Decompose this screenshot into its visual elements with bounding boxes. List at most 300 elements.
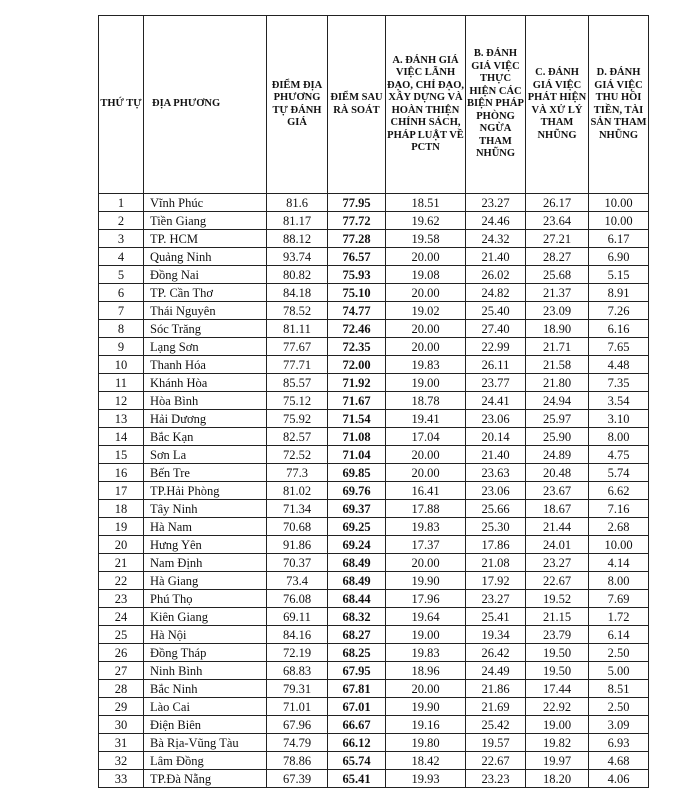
table-row (99, 212, 649, 230)
header-criterion-b: B. ĐÁNH GIÁ VIỆC THỰC HIỆN CÁC BIỆN PHÁP PHÒNG NGỪA THAM NHŨNG (466, 16, 526, 194)
cell-locality: Phú Thọ (144, 590, 267, 608)
cell-reviewed-score: 72.00 (328, 356, 386, 374)
cell-criterion-b: 26.11 (466, 356, 526, 374)
cell-reviewed-score: 71.04 (328, 446, 386, 464)
cell-criterion-c: 18.90 (526, 320, 589, 338)
cell-stt: 22 (99, 572, 144, 590)
cell-criterion-b: 25.30 (466, 518, 526, 536)
cell-self-score: 84.16 (267, 626, 328, 644)
cell-reviewed-score: 76.57 (328, 248, 386, 266)
cell-criterion-a: 19.16 (386, 716, 466, 734)
cell-reviewed-score: 69.24 (328, 536, 386, 554)
cell-reviewed-score: 68.32 (328, 608, 386, 626)
cell-reviewed-score: 77.72 (328, 212, 386, 230)
cell-stt: 30 (99, 716, 144, 734)
cell-locality: Hà Nam (144, 518, 267, 536)
cell-locality: Hưng Yên (144, 536, 267, 554)
cell-criterion-a: 20.00 (386, 248, 466, 266)
cell-locality: Hà Nội (144, 626, 267, 644)
cell-self-score: 75.12 (267, 392, 328, 410)
cell-criterion-d: 3.54 (589, 392, 649, 410)
cell-self-score: 69.11 (267, 608, 328, 626)
cell-self-score: 81.6 (267, 194, 328, 212)
cell-criterion-c: 18.67 (526, 500, 589, 518)
cell-criterion-a: 19.83 (386, 644, 466, 662)
cell-criterion-b: 23.27 (466, 194, 526, 212)
cell-criterion-c: 24.89 (526, 446, 589, 464)
cell-reviewed-score: 77.95 (328, 194, 386, 212)
cell-locality: Bắc Ninh (144, 680, 267, 698)
cell-criterion-d: 8.51 (589, 680, 649, 698)
cell-self-score: 82.57 (267, 428, 328, 446)
cell-reviewed-score: 66.12 (328, 734, 386, 752)
cell-self-score: 74.79 (267, 734, 328, 752)
cell-criterion-c: 19.82 (526, 734, 589, 752)
cell-stt: 23 (99, 590, 144, 608)
cell-stt: 14 (99, 428, 144, 446)
cell-locality: Quảng Ninh (144, 248, 267, 266)
cell-criterion-b: 24.49 (466, 662, 526, 680)
cell-criterion-a: 18.96 (386, 662, 466, 680)
cell-criterion-b: 24.41 (466, 392, 526, 410)
table-row (99, 356, 649, 374)
cell-criterion-a: 19.80 (386, 734, 466, 752)
cell-locality: Kiên Giang (144, 608, 267, 626)
cell-criterion-c: 22.67 (526, 572, 589, 590)
cell-criterion-c: 23.79 (526, 626, 589, 644)
cell-criterion-b: 22.67 (466, 752, 526, 770)
cell-criterion-a: 17.04 (386, 428, 466, 446)
cell-criterion-d: 2.50 (589, 698, 649, 716)
cell-criterion-d: 1.72 (589, 608, 649, 626)
cell-stt: 1 (99, 194, 144, 212)
cell-stt: 20 (99, 536, 144, 554)
cell-criterion-a: 18.78 (386, 392, 466, 410)
cell-criterion-d: 4.68 (589, 752, 649, 770)
cell-criterion-a: 19.62 (386, 212, 466, 230)
cell-criterion-c: 21.58 (526, 356, 589, 374)
cell-locality: Lâm Đồng (144, 752, 267, 770)
cell-stt: 26 (99, 644, 144, 662)
cell-locality: Hải Dương (144, 410, 267, 428)
cell-criterion-d: 8.00 (589, 572, 649, 590)
cell-criterion-d: 5.74 (589, 464, 649, 482)
cell-criterion-d: 7.16 (589, 500, 649, 518)
cell-criterion-c: 27.21 (526, 230, 589, 248)
cell-reviewed-score: 75.93 (328, 266, 386, 284)
cell-criterion-a: 19.90 (386, 572, 466, 590)
cell-criterion-b: 23.77 (466, 374, 526, 392)
cell-criterion-c: 24.94 (526, 392, 589, 410)
cell-reviewed-score: 71.54 (328, 410, 386, 428)
cell-criterion-a: 18.42 (386, 752, 466, 770)
cell-stt: 7 (99, 302, 144, 320)
cell-stt: 32 (99, 752, 144, 770)
cell-stt: 28 (99, 680, 144, 698)
header-criterion-a: A. ĐÁNH GIÁ VIỆC LÃNH ĐẠO, CHỈ ĐẠO, XÂY DỰNG VÀ HOÀN THIỆN CHÍNH SÁCH, PHÁP LUẬT VỀ PCTN (386, 16, 466, 194)
cell-criterion-d: 6.62 (589, 482, 649, 500)
cell-criterion-d: 2.68 (589, 518, 649, 536)
header-row (99, 16, 649, 194)
cell-reviewed-score: 69.37 (328, 500, 386, 518)
cell-stt: 15 (99, 446, 144, 464)
cell-reviewed-score: 65.74 (328, 752, 386, 770)
cell-criterion-c: 18.20 (526, 770, 589, 788)
table-row (99, 662, 649, 680)
cell-criterion-a: 17.37 (386, 536, 466, 554)
cell-criterion-b: 26.02 (466, 266, 526, 284)
cell-stt: 8 (99, 320, 144, 338)
cell-self-score: 75.92 (267, 410, 328, 428)
cell-self-score: 77.67 (267, 338, 328, 356)
table-row (99, 500, 649, 518)
table-row (99, 464, 649, 482)
cell-self-score: 93.74 (267, 248, 328, 266)
cell-stt: 27 (99, 662, 144, 680)
table-row (99, 680, 649, 698)
cell-reviewed-score: 71.08 (328, 428, 386, 446)
cell-criterion-a: 19.41 (386, 410, 466, 428)
cell-self-score: 70.37 (267, 554, 328, 572)
cell-criterion-a: 20.00 (386, 554, 466, 572)
cell-criterion-a: 19.00 (386, 374, 466, 392)
cell-locality: Bến Tre (144, 464, 267, 482)
cell-stt: 10 (99, 356, 144, 374)
cell-criterion-a: 19.64 (386, 608, 466, 626)
cell-locality: TP. HCM (144, 230, 267, 248)
cell-reviewed-score: 67.81 (328, 680, 386, 698)
cell-criterion-d: 4.06 (589, 770, 649, 788)
cell-reviewed-score: 68.27 (328, 626, 386, 644)
table-row (99, 284, 649, 302)
cell-stt: 18 (99, 500, 144, 518)
cell-criterion-d: 10.00 (589, 212, 649, 230)
cell-criterion-c: 19.50 (526, 644, 589, 662)
cell-criterion-b: 23.06 (466, 482, 526, 500)
cell-reviewed-score: 72.35 (328, 338, 386, 356)
table-row (99, 554, 649, 572)
cell-locality: Sơn La (144, 446, 267, 464)
table-row (99, 302, 649, 320)
cell-stt: 11 (99, 374, 144, 392)
cell-criterion-a: 19.02 (386, 302, 466, 320)
cell-locality: Bắc Kạn (144, 428, 267, 446)
cell-stt: 16 (99, 464, 144, 482)
table-row (99, 716, 649, 734)
cell-reviewed-score: 67.95 (328, 662, 386, 680)
cell-stt: 17 (99, 482, 144, 500)
cell-criterion-b: 21.08 (466, 554, 526, 572)
table-body (99, 194, 649, 788)
cell-self-score: 71.34 (267, 500, 328, 518)
cell-reviewed-score: 74.77 (328, 302, 386, 320)
table-row (99, 194, 649, 212)
cell-criterion-c: 22.92 (526, 698, 589, 716)
cell-criterion-b: 24.32 (466, 230, 526, 248)
header-self-score: ĐIỂM ĐỊA PHƯƠNG TỰ ĐÁNH GIÁ (267, 16, 328, 194)
cell-criterion-c: 21.15 (526, 608, 589, 626)
cell-criterion-d: 7.26 (589, 302, 649, 320)
cell-criterion-b: 23.63 (466, 464, 526, 482)
cell-criterion-a: 19.00 (386, 626, 466, 644)
table-row (99, 770, 649, 788)
table-row (99, 518, 649, 536)
cell-criterion-c: 19.52 (526, 590, 589, 608)
cell-reviewed-score: 65.41 (328, 770, 386, 788)
cell-reviewed-score: 68.25 (328, 644, 386, 662)
cell-stt: 33 (99, 770, 144, 788)
cell-criterion-d: 10.00 (589, 194, 649, 212)
cell-criterion-a: 19.90 (386, 698, 466, 716)
cell-criterion-c: 21.37 (526, 284, 589, 302)
table-row (99, 698, 649, 716)
cell-criterion-a: 20.00 (386, 464, 466, 482)
cell-criterion-d: 4.48 (589, 356, 649, 374)
cell-criterion-a: 18.51 (386, 194, 466, 212)
cell-locality: TP. Cần Thơ (144, 284, 267, 302)
cell-criterion-c: 23.27 (526, 554, 589, 572)
cell-self-score: 79.31 (267, 680, 328, 698)
cell-locality: TP.Hải Phòng (144, 482, 267, 500)
cell-locality: Tây Ninh (144, 500, 267, 518)
cell-criterion-c: 24.01 (526, 536, 589, 554)
cell-stt: 4 (99, 248, 144, 266)
cell-stt: 9 (99, 338, 144, 356)
cell-locality: Hòa Bình (144, 392, 267, 410)
table-row (99, 536, 649, 554)
table-row (99, 428, 649, 446)
cell-reviewed-score: 66.67 (328, 716, 386, 734)
table-row (99, 482, 649, 500)
cell-criterion-d: 5.00 (589, 662, 649, 680)
cell-locality: Thanh Hóa (144, 356, 267, 374)
cell-criterion-c: 19.50 (526, 662, 589, 680)
cell-criterion-c: 23.64 (526, 212, 589, 230)
cell-self-score: 81.02 (267, 482, 328, 500)
table-row (99, 734, 649, 752)
cell-criterion-c: 19.97 (526, 752, 589, 770)
cell-locality: Khánh Hòa (144, 374, 267, 392)
cell-locality: Điện Biên (144, 716, 267, 734)
cell-criterion-a: 16.41 (386, 482, 466, 500)
cell-locality: Hà Giang (144, 572, 267, 590)
cell-criterion-d: 7.65 (589, 338, 649, 356)
document (98, 15, 649, 788)
cell-criterion-b: 17.86 (466, 536, 526, 554)
cell-criterion-a: 19.83 (386, 518, 466, 536)
header-reviewed-score: ĐIỂM SAU RÀ SOÁT (328, 16, 386, 194)
table-row (99, 572, 649, 590)
cell-criterion-d: 6.90 (589, 248, 649, 266)
cell-criterion-b: 23.27 (466, 590, 526, 608)
ranking-table (98, 15, 649, 788)
cell-locality: Bà Rịa-Vũng Tàu (144, 734, 267, 752)
cell-self-score: 76.08 (267, 590, 328, 608)
cell-criterion-d: 6.93 (589, 734, 649, 752)
cell-criterion-c: 26.17 (526, 194, 589, 212)
cell-criterion-d: 6.16 (589, 320, 649, 338)
cell-self-score: 70.68 (267, 518, 328, 536)
cell-criterion-b: 23.06 (466, 410, 526, 428)
cell-reviewed-score: 72.46 (328, 320, 386, 338)
cell-reviewed-score: 68.49 (328, 572, 386, 590)
cell-criterion-d: 2.50 (589, 644, 649, 662)
cell-locality: Lạng Sơn (144, 338, 267, 356)
cell-criterion-c: 21.44 (526, 518, 589, 536)
cell-criterion-b: 25.40 (466, 302, 526, 320)
table-row (99, 320, 649, 338)
cell-criterion-b: 17.92 (466, 572, 526, 590)
cell-stt: 31 (99, 734, 144, 752)
cell-criterion-b: 26.42 (466, 644, 526, 662)
cell-reviewed-score: 69.76 (328, 482, 386, 500)
cell-stt: 12 (99, 392, 144, 410)
cell-criterion-d: 4.75 (589, 446, 649, 464)
cell-criterion-a: 19.58 (386, 230, 466, 248)
cell-locality: Nam Định (144, 554, 267, 572)
table-row (99, 374, 649, 392)
cell-locality: Lào Cai (144, 698, 267, 716)
cell-locality: TP.Đà Nẵng (144, 770, 267, 788)
cell-criterion-b: 21.69 (466, 698, 526, 716)
cell-stt: 25 (99, 626, 144, 644)
cell-locality: Vĩnh Phúc (144, 194, 267, 212)
cell-reviewed-score: 71.92 (328, 374, 386, 392)
cell-criterion-a: 17.96 (386, 590, 466, 608)
table-row (99, 752, 649, 770)
cell-criterion-c: 17.44 (526, 680, 589, 698)
cell-locality: Ninh Bình (144, 662, 267, 680)
cell-criterion-d: 6.14 (589, 626, 649, 644)
table-row (99, 410, 649, 428)
table-row (99, 338, 649, 356)
cell-criterion-b: 25.41 (466, 608, 526, 626)
cell-locality: Thái Nguyên (144, 302, 267, 320)
cell-self-score: 84.18 (267, 284, 328, 302)
cell-self-score: 67.96 (267, 716, 328, 734)
cell-criterion-b: 20.14 (466, 428, 526, 446)
cell-stt: 2 (99, 212, 144, 230)
cell-criterion-d: 3.09 (589, 716, 649, 734)
cell-stt: 13 (99, 410, 144, 428)
cell-criterion-c: 25.90 (526, 428, 589, 446)
cell-criterion-c: 21.80 (526, 374, 589, 392)
cell-criterion-c: 23.09 (526, 302, 589, 320)
cell-reviewed-score: 71.67 (328, 392, 386, 410)
cell-stt: 6 (99, 284, 144, 302)
cell-self-score: 80.82 (267, 266, 328, 284)
table-row (99, 248, 649, 266)
cell-criterion-c: 20.48 (526, 464, 589, 482)
cell-reviewed-score: 67.01 (328, 698, 386, 716)
header-criterion-d: D. ĐÁNH GIÁ VIỆC THU HỒI TIỀN, TÀI SẢN THAM NHŨNG (589, 16, 649, 194)
table-row (99, 644, 649, 662)
cell-criterion-b: 24.46 (466, 212, 526, 230)
cell-criterion-b: 27.40 (466, 320, 526, 338)
cell-reviewed-score: 68.49 (328, 554, 386, 572)
cell-criterion-b: 22.99 (466, 338, 526, 356)
cell-criterion-c: 25.68 (526, 266, 589, 284)
table-row (99, 392, 649, 410)
cell-criterion-a: 19.93 (386, 770, 466, 788)
cell-criterion-a: 20.00 (386, 320, 466, 338)
cell-criterion-b: 23.23 (466, 770, 526, 788)
cell-self-score: 68.83 (267, 662, 328, 680)
cell-criterion-d: 3.10 (589, 410, 649, 428)
cell-criterion-a: 20.00 (386, 446, 466, 464)
cell-criterion-a: 19.83 (386, 356, 466, 374)
cell-reviewed-score: 68.44 (328, 590, 386, 608)
cell-criterion-d: 10.00 (589, 536, 649, 554)
cell-stt: 19 (99, 518, 144, 536)
cell-criterion-c: 21.71 (526, 338, 589, 356)
cell-criterion-d: 8.00 (589, 428, 649, 446)
cell-stt: 29 (99, 698, 144, 716)
cell-stt: 24 (99, 608, 144, 626)
cell-locality: Sóc Trăng (144, 320, 267, 338)
cell-self-score: 85.57 (267, 374, 328, 392)
cell-criterion-c: 19.00 (526, 716, 589, 734)
cell-stt: 3 (99, 230, 144, 248)
cell-criterion-d: 7.35 (589, 374, 649, 392)
header-locality: ĐỊA PHƯƠNG (144, 16, 267, 194)
header-criterion-c: C. ĐÁNH GIÁ VIỆC PHÁT HIỆN VÀ XỬ LÝ THAM NHŨNG (526, 16, 589, 194)
cell-criterion-b: 25.66 (466, 500, 526, 518)
cell-self-score: 78.86 (267, 752, 328, 770)
cell-reviewed-score: 69.85 (328, 464, 386, 482)
cell-locality: Đồng Nai (144, 266, 267, 284)
cell-criterion-b: 21.40 (466, 248, 526, 266)
cell-criterion-a: 19.08 (386, 266, 466, 284)
cell-self-score: 67.39 (267, 770, 328, 788)
cell-criterion-c: 28.27 (526, 248, 589, 266)
cell-self-score: 73.4 (267, 572, 328, 590)
cell-criterion-c: 25.97 (526, 410, 589, 428)
cell-criterion-b: 25.42 (466, 716, 526, 734)
cell-self-score: 71.01 (267, 698, 328, 716)
cell-criterion-d: 8.91 (589, 284, 649, 302)
cell-reviewed-score: 77.28 (328, 230, 386, 248)
cell-self-score: 81.11 (267, 320, 328, 338)
header-stt: THỨ TỰ (99, 16, 144, 194)
cell-criterion-a: 20.00 (386, 284, 466, 302)
cell-criterion-a: 20.00 (386, 338, 466, 356)
cell-locality: Đồng Tháp (144, 644, 267, 662)
cell-criterion-d: 7.69 (589, 590, 649, 608)
cell-criterion-a: 20.00 (386, 680, 466, 698)
cell-criterion-b: 19.57 (466, 734, 526, 752)
cell-criterion-b: 19.34 (466, 626, 526, 644)
cell-self-score: 77.71 (267, 356, 328, 374)
cell-self-score: 81.17 (267, 212, 328, 230)
cell-stt: 5 (99, 266, 144, 284)
cell-criterion-a: 17.88 (386, 500, 466, 518)
cell-self-score: 72.52 (267, 446, 328, 464)
table-row (99, 230, 649, 248)
cell-criterion-b: 21.40 (466, 446, 526, 464)
cell-self-score: 91.86 (267, 536, 328, 554)
cell-criterion-c: 23.67 (526, 482, 589, 500)
cell-criterion-b: 24.82 (466, 284, 526, 302)
cell-self-score: 77.3 (267, 464, 328, 482)
cell-stt: 21 (99, 554, 144, 572)
cell-reviewed-score: 69.25 (328, 518, 386, 536)
cell-criterion-d: 4.14 (589, 554, 649, 572)
table-row (99, 590, 649, 608)
table-row (99, 266, 649, 284)
cell-locality: Tiền Giang (144, 212, 267, 230)
cell-self-score: 78.52 (267, 302, 328, 320)
